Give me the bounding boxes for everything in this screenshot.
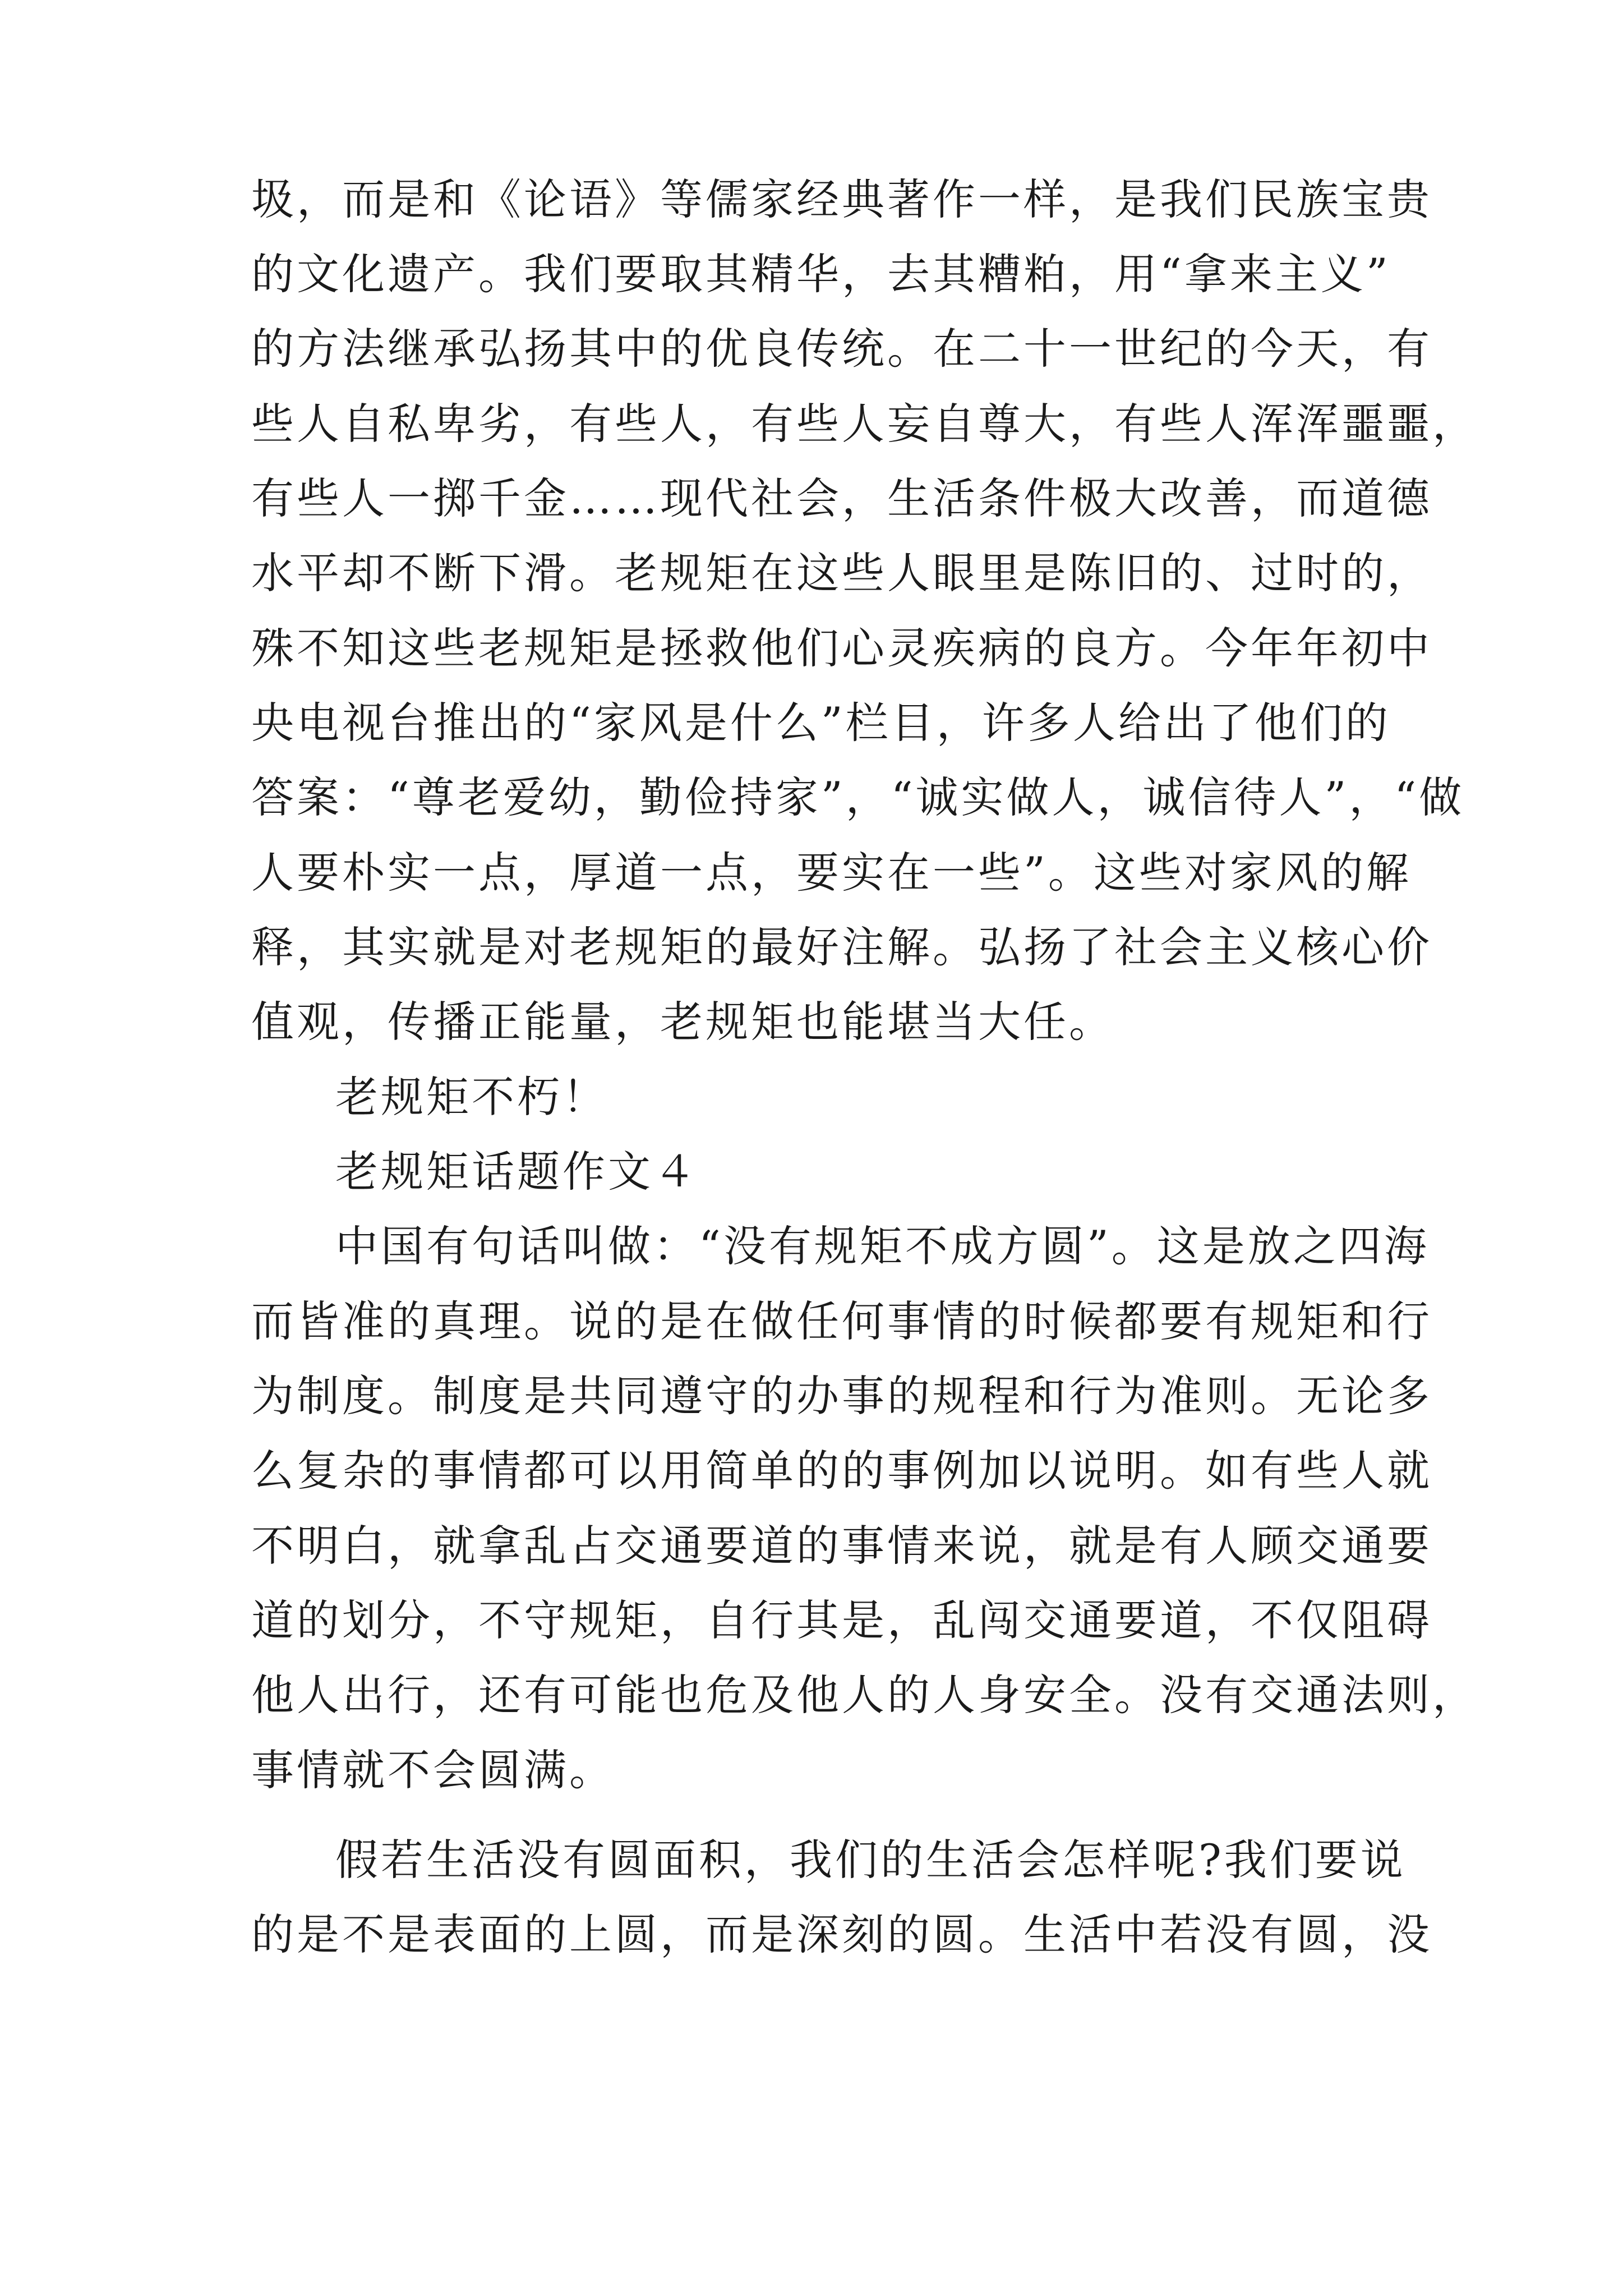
text-line: 为制度。制度是共同遵守的办事的规程和行为准则。无论多	[251, 1371, 1432, 1421]
text-line: 假若生活没有圆面积，我们的生活会怎样呢?我们要说	[335, 1835, 1406, 1885]
text-line: 中国有句话叫做：“没有规矩不成方圆”。这是放之四海	[335, 1221, 1430, 1271]
text-line: 事情就不会圆满。	[251, 1745, 615, 1795]
text-line: 么复杂的事情都可以用简单的的事例加以说明。如有些人就	[251, 1446, 1432, 1496]
text-line: 而皆准的真理。说的是在做任何事情的时候都要有规矩和行	[251, 1296, 1432, 1346]
text-line: 的文化遗产。我们要取其精华，去其糟粕，用“拿来主义”	[251, 249, 1391, 299]
text-line: 人要朴实一点，厚道一点，要实在一些”。这些对家风的解	[251, 848, 1412, 898]
text-line: 的是不是表面的上圆，而是深刻的圆。生活中若没有圆，没	[251, 1910, 1432, 1959]
section-heading: 老规矩话题作文４	[335, 1147, 699, 1197]
text-line: 不明白，就拿乱占交通要道的事情来说，就是有人顾交通要	[251, 1521, 1432, 1571]
text-line: 有些人一掷千金……现代社会，生活条件极大改善，而道德	[251, 473, 1432, 523]
text-line: 圾，而是和《论语》等儒家经典著作一样，是我们民族宝贵	[251, 174, 1432, 224]
text-line: 央电视台推出的“家风是什么”栏目，许多人给出了他们的	[251, 698, 1391, 748]
text-line: 些人自私卑劣，有些人，有些人妄自尊大，有些人浑浑噩噩，	[251, 399, 1478, 449]
text-line: 释，其实就是对老规矩的最好注解。弘扬了社会主义核心价	[251, 922, 1432, 972]
text-line: 水平却不断下滑。老规矩在这些人眼里是陈旧的、过时的，	[251, 548, 1432, 598]
text-line: 值观，传播正能量，老规矩也能堪当大任。	[251, 997, 1114, 1047]
section-closing-line: 老规矩不朽！	[335, 1072, 608, 1122]
text-line: 殊不知这些老规矩是拯救他们心灵疾病的良方。今年年初中	[251, 623, 1432, 673]
text-line: 的方法继承弘扬其中的优良传统。在二十一世纪的今天，有	[251, 324, 1432, 374]
text-line: 道的划分，不守规矩，自行其是，乱闯交通要道，不仅阻碍	[251, 1595, 1432, 1645]
text-line: 答案：“尊老爱幼，勤俭持家”，“诚实做人，诚信待人”，“做	[251, 772, 1465, 822]
text-line: 他人出行，还有可能也危及他人的人身安全。没有交通法则，	[251, 1670, 1478, 1720]
